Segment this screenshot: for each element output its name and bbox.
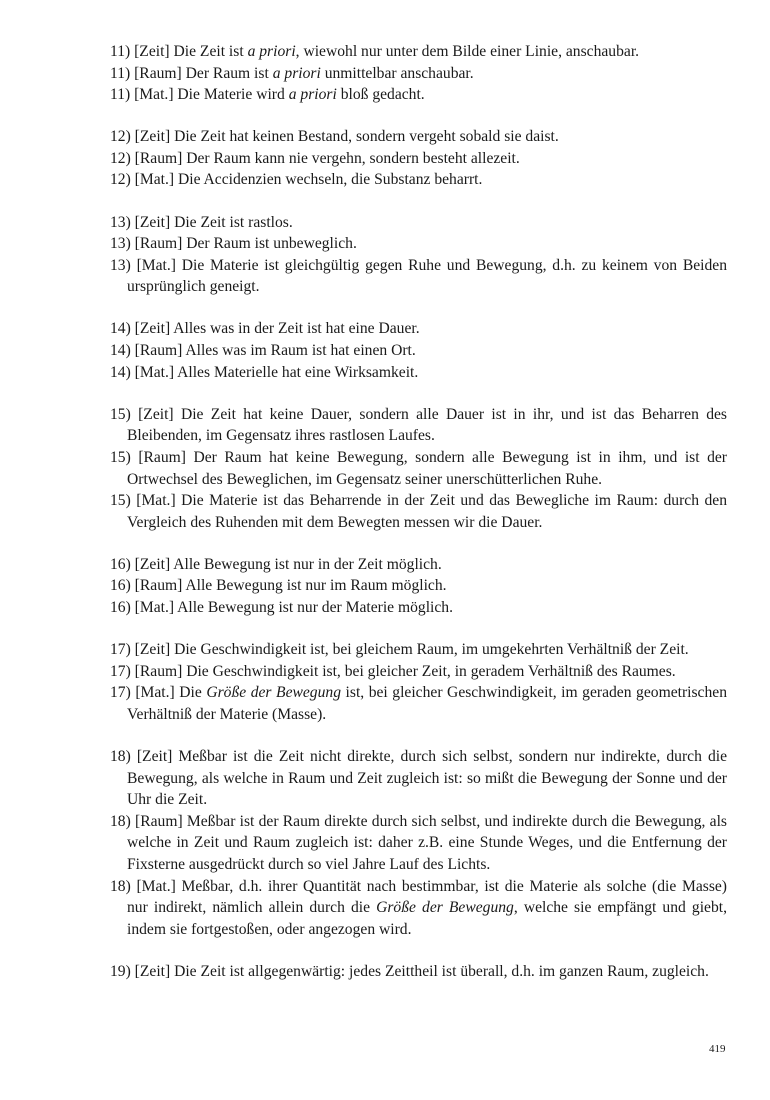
text-run: , wiewohl nur unter dem Bilde einer Linie, anschaubar. <box>295 43 640 60</box>
numbered-item <box>110 362 727 384</box>
italic-text: a priori <box>247 43 296 60</box>
paragraph-group <box>110 126 727 191</box>
text-run: 13) [Mat.] Die Materie ist gleichgültig gegen Ruhe und Bewegung, d.h. zu keinem von Beiden ursprünglich geneigt. <box>110 256 727 296</box>
paragraph-group <box>110 554 727 619</box>
text-body <box>110 41 727 1003</box>
text-run: 12) [Raum] Der Raum kann nie vergehn, sondern besteht allezeit. <box>110 149 520 167</box>
text-run: 11) [Raum] Der Raum ist <box>110 64 273 82</box>
numbered-item <box>110 148 727 170</box>
italic-text: Größe der Bewegung <box>206 684 341 702</box>
text-run: 16) [Zeit] Alle Bewegung ist nur in der Zeit möglich. <box>110 555 442 573</box>
text-run: ist, bei gleicher Geschwindigkeit, im geraden geometrischen Verhältniß der Materie (Masse). <box>127 684 727 723</box>
numbered-item <box>110 876 727 941</box>
text-run: 17) [Mat.] Die <box>110 684 207 702</box>
text-run: 12) [Mat.] Die Accidenzien wechseln, die Substanz beharrt. <box>110 171 483 189</box>
text-run: 19) [Zeit] Die Zeit ist allgegenwärtig: jedes Zeittheil ist überall, d.h. im ganzen Raum, zugleich. <box>110 962 709 980</box>
text-run: 14) [Zeit] Alles was in der Zeit ist hat eine Dauer. <box>110 320 420 338</box>
numbered-item <box>110 811 727 876</box>
text-run: , welche sie empfängt und giebt, indem sie fortgestoßen, oder angezogen wird. <box>127 899 727 938</box>
numbered-item <box>110 404 727 447</box>
numbered-item <box>110 255 727 298</box>
numbered-item <box>110 63 727 85</box>
text-run: 13) [Raum] Der Raum ist unbeweglich. <box>110 235 357 253</box>
numbered-item <box>110 233 727 255</box>
numbered-item <box>110 169 727 191</box>
italic-text: a priori <box>272 64 321 82</box>
text-run: 18) [Zeit] Meßbar ist die Zeit nicht direkte, durch sich selbst, sondern nur indirekte, durch die Bewegung, als welche in Raum und Zeit zugleich ist: so mißt die Bewegung der Sonne und der Uhr die Zeit. <box>110 747 727 809</box>
paragraph-group <box>110 639 727 725</box>
paragraph-group <box>110 212 727 298</box>
italic-text: Größe der Bewegung <box>376 899 514 917</box>
text-run: 16) [Mat.] Alle Bewegung ist nur der Materie möglich. <box>110 598 453 616</box>
numbered-item <box>110 746 727 811</box>
paragraph-group <box>110 404 727 534</box>
text-run: 14) [Mat.] Alles Materielle hat eine Wirksamkeit. <box>110 363 419 381</box>
numbered-item <box>110 126 727 148</box>
text-run: 15) [Zeit] Die Zeit hat keine Dauer, sondern alle Dauer ist in ihr, und ist das Beharren des Bleibenden, im Gegensatz ihres rastlosen Laufes. <box>110 405 727 445</box>
paragraph-group <box>110 41 727 106</box>
text-run: 12) [Zeit] Die Zeit hat keinen Bestand, sondern vergeht sobald sie daist. <box>110 128 559 146</box>
text-run: 13) [Zeit] Die Zeit ist rastlos. <box>110 213 293 231</box>
text-run: bloß gedacht. <box>336 86 425 104</box>
numbered-item <box>110 41 727 63</box>
page-number: 419 <box>709 1043 726 1055</box>
text-run: 17) [Raum] Die Geschwindigkeit ist, bei gleicher Zeit, in geradem Verhältniß des Raumes. <box>110 662 676 680</box>
numbered-item <box>110 212 727 234</box>
numbered-item <box>110 661 727 683</box>
paragraph-group <box>110 746 727 940</box>
text-run: 11) [Zeit] Die Zeit ist <box>110 43 248 60</box>
numbered-item <box>110 597 727 619</box>
numbered-item <box>110 575 727 597</box>
text-run: 14) [Raum] Alles was im Raum ist hat einen Ort. <box>110 342 416 360</box>
text-run: 17) [Zeit] Die Geschwindigkeit ist, bei gleichem Raum, im umgekehrten Verhältniß der Zeit. <box>110 641 689 659</box>
text-run: 15) [Mat.] Die Materie ist das Beharrende in der Zeit und das Bewegliche im Raum: durch den Vergleich des Ruhenden mit dem Bewegten messen wir die Dauer. <box>110 492 727 531</box>
text-run: 18) [Mat.] Meßbar, d.h. ihrer Quantität nach bestimmbar, ist die Materie als solche (die Masse) nur indirekt, nämlich allein durch die <box>110 877 727 917</box>
text-run: unmittelbar anschaubar. <box>320 64 474 82</box>
numbered-item <box>110 639 727 661</box>
numbered-item <box>110 340 727 362</box>
numbered-item <box>110 961 727 983</box>
text-run: 11) [Mat.] Die Materie wird <box>110 86 289 104</box>
text-run: 18) [Raum] Meßbar ist der Raum direkte durch sich selbst, und indirekte durch die Bewegung, als welche in Zeit und Raum zugleich ist: daher z.B. eine Stunde Weges, und die Entfernung der Fixsterne ausgedrückt durch so viel Jahre Lauf des Lichts. <box>110 812 727 873</box>
italic-text: a priori <box>288 86 337 104</box>
paragraph-group <box>110 961 727 983</box>
numbered-item <box>110 447 727 490</box>
text-run: 15) [Raum] Der Raum hat keine Bewegung, sondern alle Bewegung ist in ihm, und ist der Ortwechsel des Beweglichen, im Gegensatz seiner unerschütterlichen Ruhe. <box>110 448 727 488</box>
paragraph-group <box>110 318 727 383</box>
numbered-item <box>110 318 727 340</box>
numbered-item <box>110 84 727 106</box>
numbered-item <box>110 554 727 576</box>
numbered-item <box>110 490 727 533</box>
text-run: 16) [Raum] Alle Bewegung ist nur im Raum möglich. <box>110 577 447 595</box>
numbered-item <box>110 682 727 725</box>
